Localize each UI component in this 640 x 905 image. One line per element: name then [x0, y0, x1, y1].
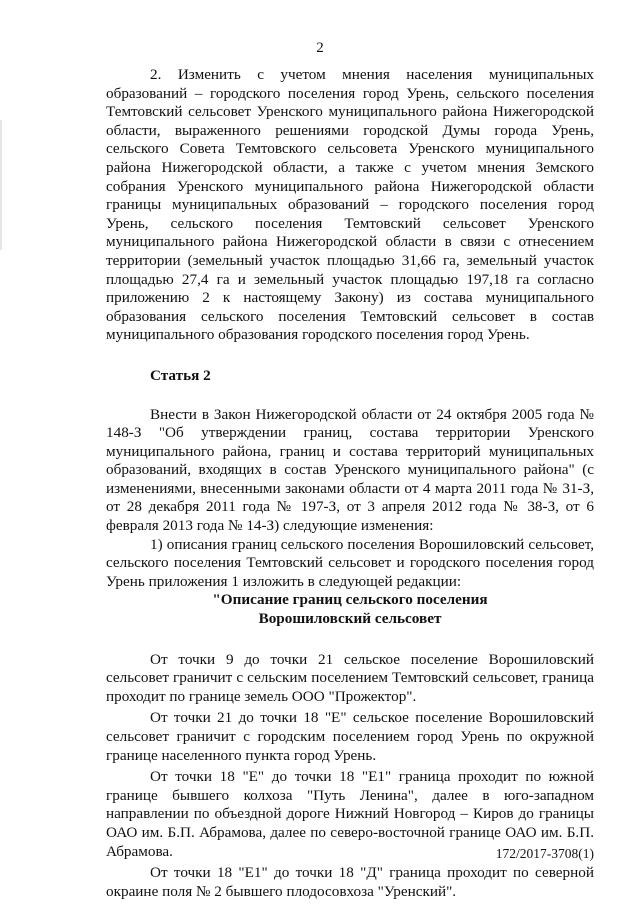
paragraph-change-borders: 2. Изменить с учетом мнения населения муниципальных образований – городского поселения город Урень, сельского поселения Темтовский сельсовет Уренского муниципального района Нижегородской области, выраженного решениями городской Думы города Урень, сельского Совета Темтовского сельсовета Уренского муниципального района Нижегородской области, а также с учетом мнения Земского собрания Уренского муниципального района Нижегородской области границы муниципальных образований – городского поселения город Урень, сельского поселения Темтовский сельсовет Уренского муниципального района Нижегородской области в связи с отнесением территории (земельный участок площадью 31,66 га, земельный участок площадью 27,4 га и земельный участок площадью 197,18 га согласно приложению 2 к настоящему Закону) из состава муниципального образования сельского поселения Темтовский сельсовет в состав муниципального образования городского поселения город Урень. [106, 66, 594, 344]
paragraph-point-9-21: От точки 9 до точки 21 сельское поселение Ворошиловский сельсовет граничит с сельским поселением Темтовский сельсовет, граница проходит по границе земель ООО "Прожектор". [106, 650, 594, 705]
description-title-line-2: Ворошиловский сельсовет [258, 610, 442, 628]
paragraph-point-18e1-18d: От точки 18 "Е1" до точки 18 "Д" граница проходит по северной окраине поля № 2 бывшего плодосовхоза "Уренский". [106, 864, 594, 900]
description-title [106, 591, 594, 628]
article-heading: Статья 2 [150, 366, 211, 384]
document-code: 172/2017-3708(1) [495, 846, 594, 861]
paragraph-item-1: 1) описания границ сельского поселения Ворошиловский сельсовет, сельского поселения Темтовский сельсовет и городского поселения город Урень приложения 1 изложить в следующей редакции: [106, 535, 594, 590]
paragraph-point-18e-18e1: От точки 18 "Е" до точки 18 "Е1" граница проходит по южной границе бывшего колхоза "Путь Ленина", далее в юго-западном направлении по объездной дороге Нижний Новгород – Киров до границы ОАО им. Б.П. Абрамова, далее по северо-восточной границе ОАО им. Б.П. Абрамова. [106, 768, 594, 860]
paragraph-amend-law: Внести в Закон Нижегородской области от 24 октября 2005 года № 148-З "Об утверждении границ, состава территории Уренского муниципального района, границ и состава территорий муниципальных образований, входящих в состав Уренского муниципального района" (с изменениями, внесенными законами области от 4 марта 2011 года № 31-З, от 28 декабря 2011 года № 197-З, от 3 апреля 2012 года № 38-З, от 6 февраля 2013 года № 14-З) следующие изменения: [106, 405, 594, 535]
paragraph-point-21-18e: От точки 21 до точки 18 "Е" сельское поселение Ворошиловский сельсовет граничит с городским поселением город Урень по окружной границе населенного пункта город Урень. [106, 709, 594, 764]
document-body [106, 66, 594, 901]
page-number: 2 [316, 40, 324, 56]
description-title-line-1: "Описание границ сельского поселения [212, 591, 488, 609]
scan-edge-mark [0, 120, 2, 250]
